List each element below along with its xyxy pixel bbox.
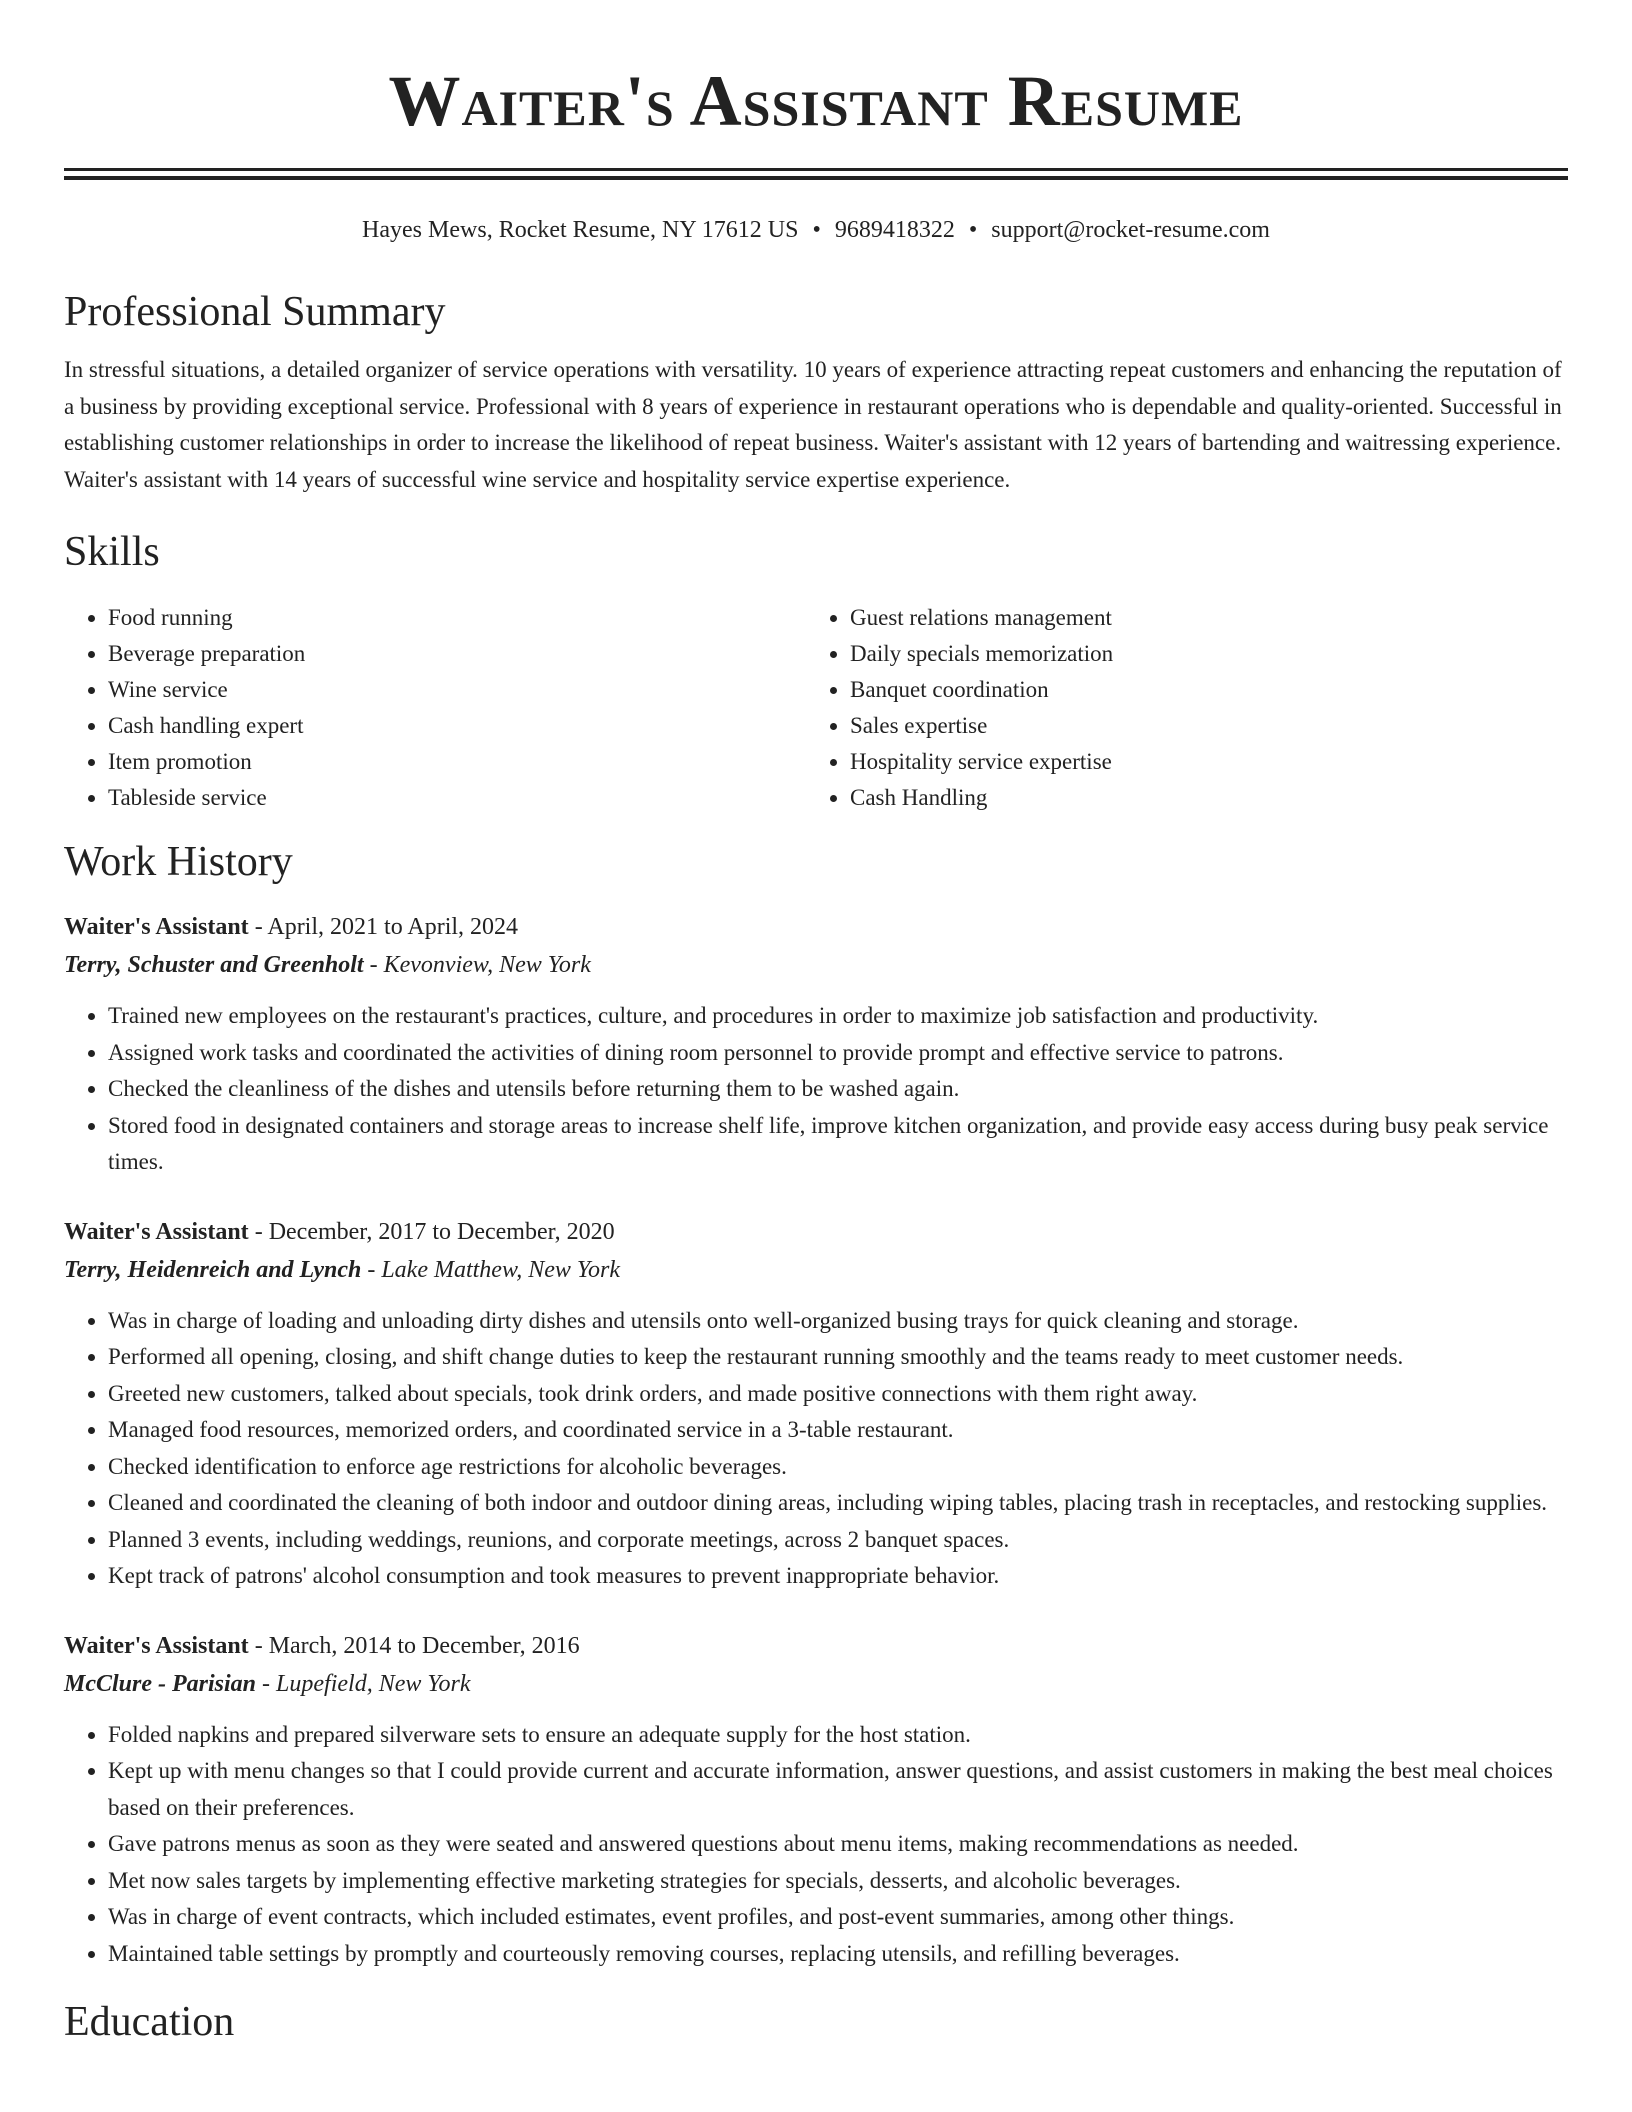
job-duty: • Gave patrons menus as soon as they were seated and answered questions about menu items, making recommendations as needed. [108, 1826, 1568, 1863]
job-dates: April, 2021 to April, 2024 [267, 914, 519, 940]
skill-item: • Banquet coordination [850, 672, 1548, 708]
job-duty: • Maintained table settings by promptly and courteously removing courses, replacing utensils, and refilling beverages. [108, 1936, 1568, 1973]
job-company-line: McClure - Parisian - Lupefield, New York [64, 1670, 471, 1697]
job-title-line: Waiter's Assistant - April, 2021 to April, 2024 [64, 914, 519, 940]
title-divider-bottom [64, 176, 1568, 180]
job-duty: • Kept track of patrons' alcohol consumption and took measures to prevent inappropriate behavior. [108, 1558, 1568, 1595]
job-duty: • Trained new employees on the restaurant's practices, culture, and procedures in order to maximize job satisfaction and productivity. [108, 998, 1568, 1035]
job-entry [64, 1213, 1568, 1595]
job-dates: December, 2017 to December, 2020 [268, 1218, 615, 1245]
job-location: Lupefield, New York [276, 1670, 471, 1697]
work-history-heading: Work History [64, 839, 293, 885]
job-duty: • Performed all opening, closing, and shift change duties to keep the restaurant running smoothly and the teams ready to meet customer needs. [108, 1339, 1568, 1376]
job-duty: • Greeted new customers, talked about specials, took drink orders, and made positive connections with them right away. [108, 1376, 1568, 1413]
summary-text: In stressful situations, a detailed organizer of service operations with versatility. 10 years of experience attracting repeat customers and enhancing the reputation of a business by providing exceptional service. Professional with 8 years of experience in restaurant operations who is dependable and quality-oriented. Successful in establishing customer relationships in order to increase the likelihood of repeat business. Waiter's assistant with 12 years of bartending and waitressing experience. Waiter's assistant with 14 years of successful wine service and hospitality service expertise experience. [64, 357, 1562, 492]
job-company-line: Terry, Schuster and Greenholt - Kevonview, New York [64, 952, 591, 978]
job-company: Terry, Heidenreich and Lynch [64, 1256, 362, 1283]
skills-list-left [64, 600, 806, 816]
skill-item: • Cash handling expert [108, 708, 806, 744]
job-duty: • Checked identification to enforce age restrictions for alcoholic beverages. [108, 1449, 1568, 1486]
job-duties-list [64, 998, 1568, 1181]
job-duty: • Planned 3 events, including weddings, reunions, and corporate meetings, across 2 banquet spaces. [108, 1522, 1568, 1559]
job-title-line: Waiter's Assistant - December, 2017 to December, 2020 [64, 1218, 615, 1245]
resume-page [64, 0, 1568, 2048]
job-duty: • Kept up with menu changes so that I could provide current and accurate information, answer questions, and assist customers in making the best meal choices based on their preferences. [108, 1753, 1568, 1826]
skill-item: • Tableside service [108, 780, 806, 816]
job-duty: • Checked the cleanliness of the dishes and utensils before returning them to be washed again. [108, 1071, 1568, 1108]
job-duty: • Assigned work tasks and coordinated the activities of dining room personnel to provide prompt and effective service to patrons. [108, 1035, 1568, 1072]
skill-item: • Wine service [108, 672, 806, 708]
job-duty: • Was in charge of loading and unloading dirty dishes and utensils onto well-organized busing trays for quick cleaning and storage. [108, 1303, 1568, 1340]
job-duty: • Stored food in designated containers and storage areas to increase shelf life, improve kitchen organization, and provide easy access during busy peak service times. [108, 1108, 1568, 1181]
skill-item: • Daily specials memorization [850, 636, 1548, 672]
job-company: McClure - Parisian [64, 1670, 257, 1697]
contact-phone: 9689418322 [834, 217, 955, 243]
contact-separator: • [812, 217, 821, 243]
contact-separator: • [968, 217, 978, 243]
skill-item: • Food running [108, 600, 806, 636]
job-title-line: Waiter's Assistant - March, 2014 to December, 2016 [64, 1632, 580, 1659]
contact-address: Hayes Mews, Rocket Resume, NY 17612 US [362, 217, 799, 243]
job-duty: • Met now sales targets by implementing effective marketing strategies for specials, desserts, and alcoholic beverages. [108, 1863, 1568, 1900]
job-role: Waiter's Assistant [64, 1632, 249, 1659]
job-dates: March, 2014 to December, 2016 [268, 1632, 580, 1659]
job-duty: • Managed food resources, memorized orders, and coordinated service in a 3-table restaurant. [108, 1412, 1568, 1449]
skills-heading: Skills [64, 529, 160, 575]
skill-item: • Hospitality service expertise [850, 744, 1548, 780]
skill-item: • Beverage preparation [108, 636, 806, 672]
skills-list-right [806, 600, 1548, 816]
job-entry [64, 908, 1568, 1181]
job-duty: • Cleaned and coordinated the cleaning of both indoor and outdoor dining areas, including wiping tables, placing trash in receptacles, and restocking supplies. [108, 1485, 1568, 1522]
job-company: Terry, Schuster and Greenholt [64, 952, 364, 978]
job-company-line: Terry, Heidenreich and Lynch - Lake Matthew, New York [64, 1256, 620, 1283]
summary-heading: Professional Summary [64, 289, 446, 335]
job-duty: • Folded napkins and prepared silverware sets to ensure an adequate supply for the host station. [108, 1717, 1568, 1754]
skill-item: • Item promotion [108, 744, 806, 780]
education-heading: Education [64, 1999, 235, 2045]
job-location: Lake Matthew, New York [381, 1256, 620, 1283]
job-duties-list [64, 1717, 1568, 1973]
page-title: Waiter's Assistant Resume [388, 61, 1244, 141]
title-divider-top [64, 168, 1568, 171]
contact-line [64, 214, 1568, 246]
job-entry [64, 1627, 1568, 1973]
job-role: Waiter's Assistant [64, 1218, 249, 1245]
job-duties-list [64, 1303, 1568, 1595]
skill-item: • Sales expertise [850, 708, 1548, 744]
contact-email: support@rocket-resume.com [991, 217, 1270, 243]
skills-grid [64, 600, 1568, 816]
job-location: Kevonview, New York [383, 952, 591, 978]
skill-item: • Guest relations management [850, 600, 1548, 636]
skill-item: • Cash Handling [850, 780, 1548, 816]
job-role: Waiter's Assistant [64, 914, 249, 940]
job-duty: • Was in charge of event contracts, which included estimates, event profiles, and post-event summaries, among other things. [108, 1899, 1568, 1936]
